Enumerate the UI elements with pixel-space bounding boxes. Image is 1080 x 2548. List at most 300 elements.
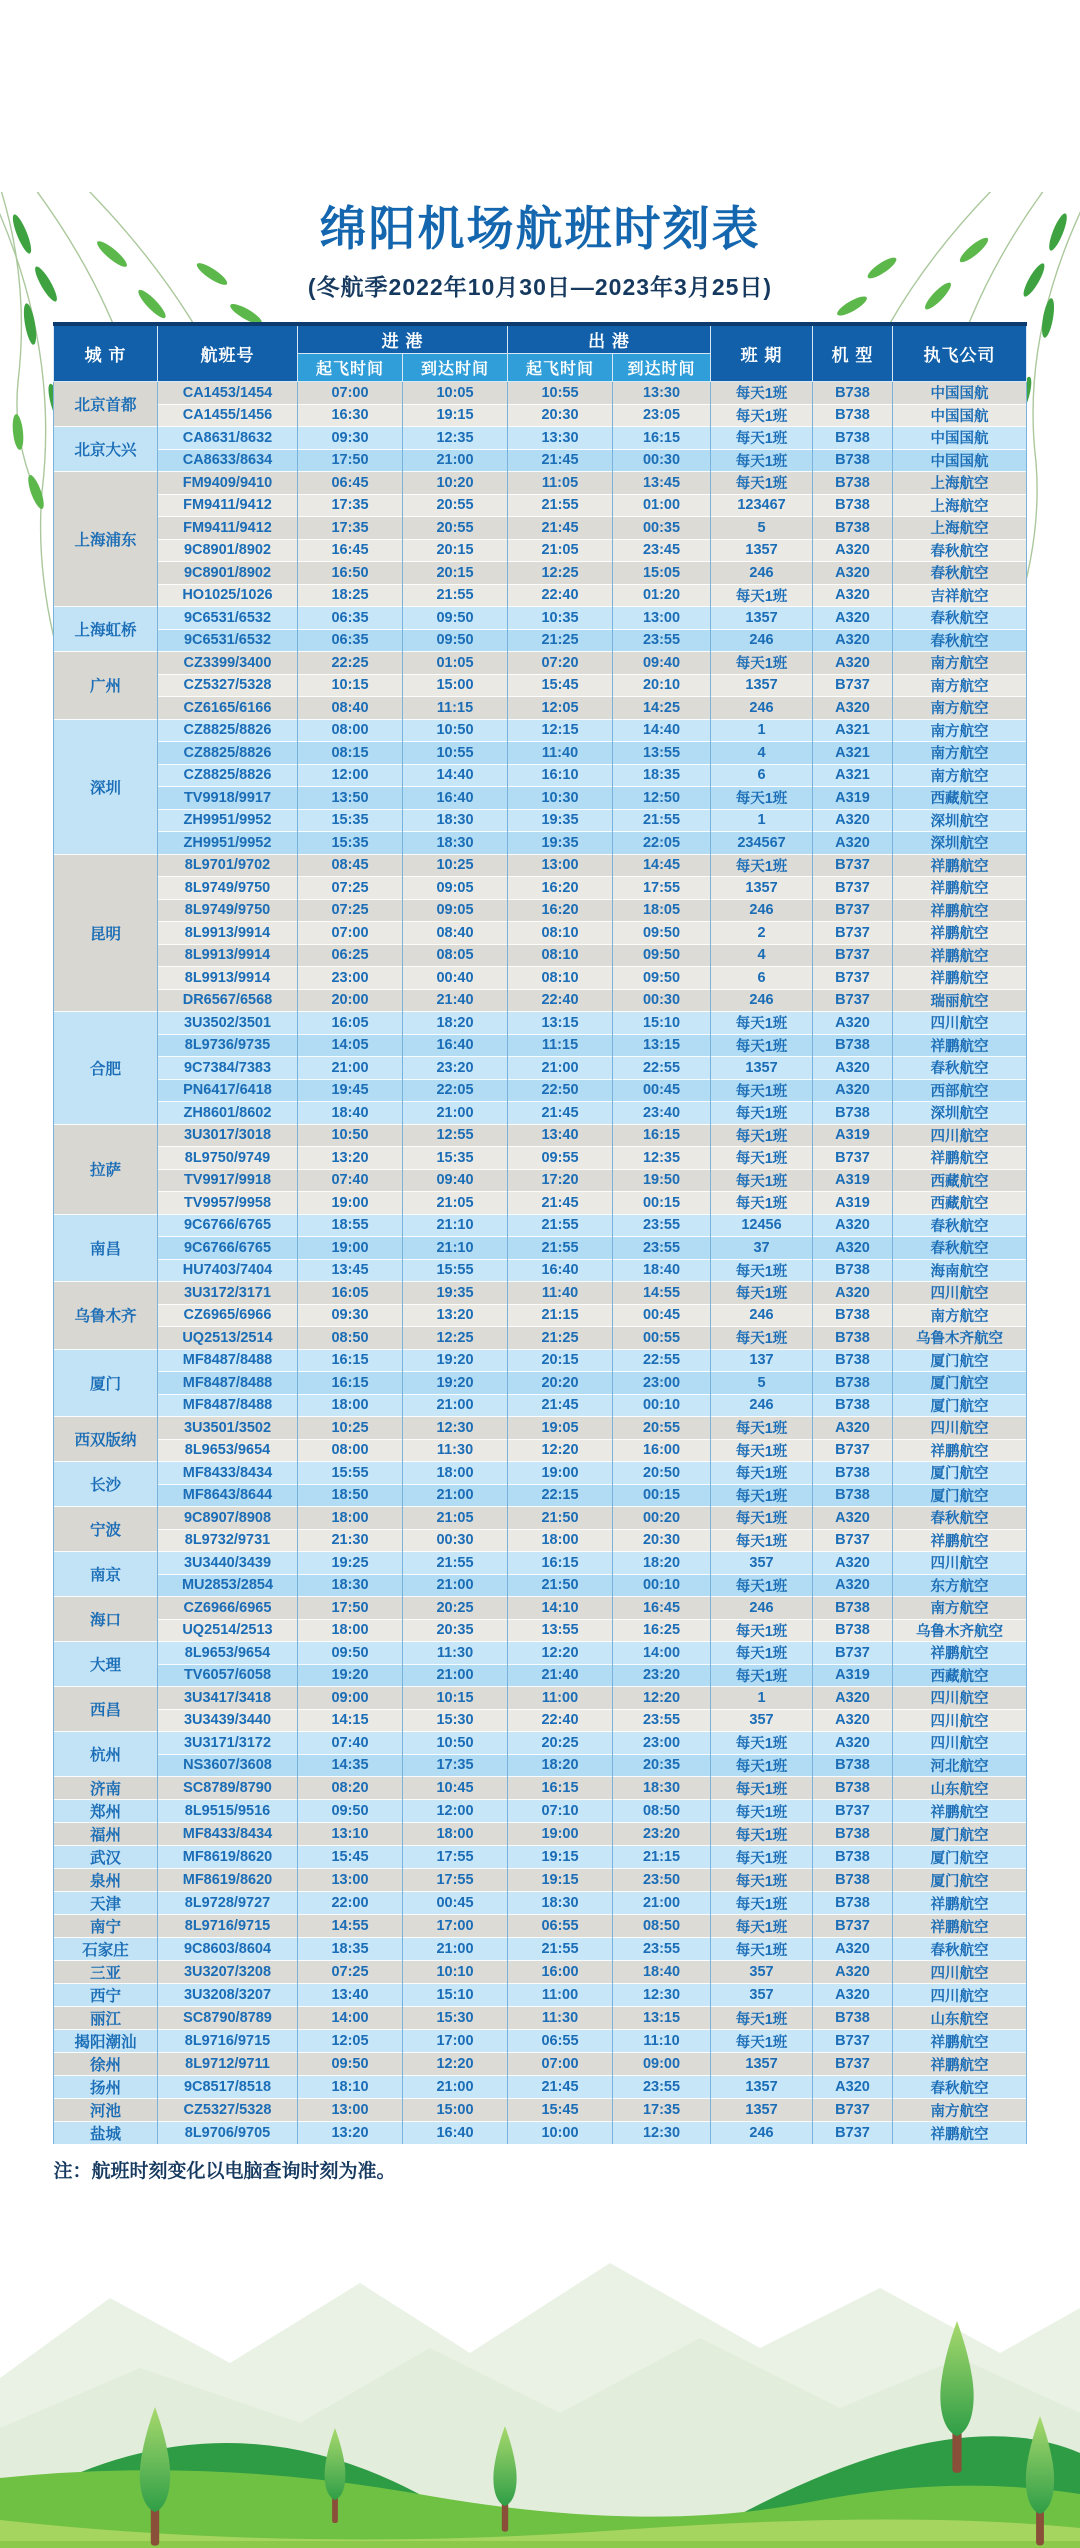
inbound-departure-time: 16:15 <box>297 1372 402 1395</box>
outbound-departure-time: 21:45 <box>508 1102 613 1125</box>
outbound-departure-time: 19:15 <box>508 1846 613 1869</box>
inbound-departure-time: 14:35 <box>297 1754 402 1777</box>
airline: 西藏航空 <box>893 1192 1027 1215</box>
aircraft-type: B737 <box>813 944 893 967</box>
inbound-departure-time: 19:00 <box>297 1237 402 1260</box>
outbound-arrival-time: 22:05 <box>613 832 711 855</box>
aircraft-type: B738 <box>813 1102 893 1125</box>
aircraft-type: B737 <box>813 1147 893 1170</box>
inbound-departure-time: 07:25 <box>297 1961 402 1984</box>
table-row <box>53 967 1026 990</box>
outbound-departure-time: 14:10 <box>508 1597 613 1620</box>
schedule-days: 每天1班 <box>711 1102 813 1125</box>
aircraft-type: B737 <box>813 1439 893 1462</box>
column-header-inbound: 进 港 <box>297 324 507 354</box>
table-row <box>53 1034 1026 1057</box>
table-row <box>53 1961 1026 1984</box>
schedule-days: 4 <box>711 742 813 765</box>
table-row <box>53 832 1026 855</box>
outbound-departure-time: 12:20 <box>508 1642 613 1665</box>
outbound-departure-time: 22:40 <box>508 584 613 607</box>
city-cell: 济南 <box>53 1777 157 1800</box>
outbound-departure-time: 21:55 <box>508 494 613 517</box>
airline: 祥鹏航空 <box>893 1800 1027 1823</box>
airline: 春秋航空 <box>893 607 1027 630</box>
table-row <box>53 742 1026 765</box>
aircraft-type: A320 <box>813 629 893 652</box>
flight-no: 9C8517/8518 <box>157 2076 297 2099</box>
aircraft-type: B737 <box>813 899 893 922</box>
aircraft-type: A320 <box>813 1574 893 1597</box>
flight-no: 3U3417/3418 <box>157 1687 297 1710</box>
inbound-departure-time: 15:35 <box>297 809 402 832</box>
outbound-departure-time: 12:25 <box>508 562 613 585</box>
aircraft-type: B738 <box>813 427 893 450</box>
outbound-arrival-time: 20:35 <box>613 1754 711 1777</box>
flight-no: 8L9913/9914 <box>157 967 297 990</box>
table-row <box>53 1169 1026 1192</box>
aircraft-type: B737 <box>813 2099 893 2122</box>
inbound-departure-time: 06:35 <box>297 607 402 630</box>
outbound-departure-time: 12:05 <box>508 697 613 720</box>
inbound-departure-time: 08:40 <box>297 697 402 720</box>
table-row <box>53 1800 1026 1823</box>
inbound-departure-time: 08:45 <box>297 854 402 877</box>
table-row <box>53 427 1026 450</box>
flight-no: ZH9951/9952 <box>157 809 297 832</box>
aircraft-type: B738 <box>813 517 893 540</box>
flight-no: ZH9951/9952 <box>157 832 297 855</box>
table-row <box>53 1552 1026 1575</box>
inbound-arrival-time: 16:40 <box>402 1034 507 1057</box>
inbound-departure-time: 12:00 <box>297 764 402 787</box>
city-cell: 天津 <box>53 1892 157 1915</box>
inbound-departure-time: 14:05 <box>297 1034 402 1057</box>
aircraft-type: B738 <box>813 2007 893 2030</box>
schedule-days: 1357 <box>711 607 813 630</box>
city-cell: 上海浦东 <box>53 472 157 607</box>
inbound-arrival-time: 21:10 <box>402 1237 507 1260</box>
inbound-arrival-time: 17:00 <box>402 1915 507 1938</box>
inbound-arrival-time: 21:00 <box>402 1938 507 1961</box>
table-row <box>53 944 1026 967</box>
outbound-arrival-time: 14:45 <box>613 854 711 877</box>
flight-no: TV9918/9917 <box>157 787 297 810</box>
aircraft-type: B737 <box>813 674 893 697</box>
schedule-days: 357 <box>711 1984 813 2007</box>
flight-no: 8L9736/9735 <box>157 1034 297 1057</box>
flight-no: MU2853/2854 <box>157 1574 297 1597</box>
outbound-departure-time: 11:40 <box>508 742 613 765</box>
outbound-departure-time: 15:45 <box>508 2099 613 2122</box>
inbound-arrival-time: 10:25 <box>402 854 507 877</box>
table-row <box>53 652 1026 675</box>
inbound-arrival-time: 21:05 <box>402 1192 507 1215</box>
city-cell: 深圳 <box>53 719 157 854</box>
inbound-departure-time: 13:45 <box>297 1259 402 1282</box>
inbound-departure-time: 21:00 <box>297 1057 402 1080</box>
inbound-departure-time: 18:00 <box>297 1619 402 1642</box>
flight-no: ZH8601/8602 <box>157 1102 297 1125</box>
table-row <box>53 899 1026 922</box>
outbound-arrival-time: 00:10 <box>613 1394 711 1417</box>
flight-no: 9C6531/6532 <box>157 607 297 630</box>
table-row <box>53 1619 1026 1642</box>
inbound-departure-time: 12:05 <box>297 2030 402 2053</box>
schedule-days: 6 <box>711 764 813 787</box>
flight-no: MF8643/8644 <box>157 1484 297 1507</box>
inbound-arrival-time: 08:40 <box>402 922 507 945</box>
city-cell: 三亚 <box>53 1961 157 1984</box>
airline: 春秋航空 <box>893 2076 1027 2099</box>
inbound-arrival-time: 17:35 <box>402 1754 507 1777</box>
inbound-arrival-time: 21:00 <box>402 449 507 472</box>
table-row <box>53 1079 1026 1102</box>
inbound-arrival-time: 15:30 <box>402 1709 507 1732</box>
schedule-days: 每天1班 <box>711 1259 813 1282</box>
airline: 祥鹏航空 <box>893 967 1027 990</box>
table-row <box>53 382 1026 405</box>
aircraft-type: A321 <box>813 719 893 742</box>
outbound-arrival-time: 16:45 <box>613 1597 711 1620</box>
airline: 南方航空 <box>893 697 1027 720</box>
outbound-arrival-time: 14:55 <box>613 1282 711 1305</box>
airline: 南方航空 <box>893 2099 1027 2122</box>
column-header-outbound-departure: 起飞时间 <box>508 354 613 382</box>
flight-no: MF8487/8488 <box>157 1394 297 1417</box>
inbound-arrival-time: 09:40 <box>402 1169 507 1192</box>
flight-no: 3U3501/3502 <box>157 1417 297 1440</box>
airline: 中国国航 <box>893 382 1027 405</box>
table-row <box>53 472 1026 495</box>
schedule-days: 每天1班 <box>711 404 813 427</box>
schedule-days: 每天1班 <box>711 1823 813 1846</box>
airline: 中国国航 <box>893 449 1027 472</box>
schedule-days: 每天1班 <box>711 1642 813 1665</box>
outbound-arrival-time: 23:55 <box>613 1237 711 1260</box>
inbound-arrival-time: 19:20 <box>402 1349 507 1372</box>
table-row <box>53 1642 1026 1665</box>
schedule-days: 每天1班 <box>711 1846 813 1869</box>
airline: 南方航空 <box>893 764 1027 787</box>
inbound-arrival-time: 15:00 <box>402 674 507 697</box>
aircraft-type: B738 <box>813 1777 893 1800</box>
flight-no: 9C8901/8902 <box>157 539 297 562</box>
inbound-departure-time: 17:35 <box>297 494 402 517</box>
aircraft-type: A320 <box>813 1938 893 1961</box>
inbound-arrival-time: 11:30 <box>402 1642 507 1665</box>
outbound-departure-time: 08:10 <box>508 922 613 945</box>
schedule-days: 123467 <box>711 494 813 517</box>
outbound-arrival-time: 16:00 <box>613 1439 711 1462</box>
aircraft-type: B738 <box>813 1597 893 1620</box>
flight-no: CZ8825/8826 <box>157 764 297 787</box>
aircraft-type: B738 <box>813 1846 893 1869</box>
inbound-arrival-time: 17:55 <box>402 1846 507 1869</box>
table-row <box>53 517 1026 540</box>
flight-no: CZ6165/6166 <box>157 697 297 720</box>
table-row <box>53 2076 1026 2099</box>
table-row <box>53 1147 1026 1170</box>
outbound-departure-time: 13:55 <box>508 1619 613 1642</box>
outbound-departure-time: 12:15 <box>508 719 613 742</box>
flight-no: 3U3017/3018 <box>157 1124 297 1147</box>
outbound-departure-time: 16:20 <box>508 877 613 900</box>
aircraft-type: B738 <box>813 1327 893 1350</box>
flight-no: MF8433/8434 <box>157 1462 297 1485</box>
schedule-days: 246 <box>711 629 813 652</box>
aircraft-type: A320 <box>813 1709 893 1732</box>
table-row <box>53 1846 1026 1869</box>
outbound-departure-time: 21:45 <box>508 449 613 472</box>
table-row <box>53 494 1026 517</box>
outbound-departure-time: 18:00 <box>508 1529 613 1552</box>
outbound-departure-time: 16:20 <box>508 899 613 922</box>
airline: 乌鲁木齐航空 <box>893 1327 1027 1350</box>
schedule-days: 每天1班 <box>711 1012 813 1035</box>
inbound-departure-time: 19:45 <box>297 1079 402 1102</box>
schedule-days: 每天1班 <box>711 427 813 450</box>
inbound-departure-time: 18:35 <box>297 1938 402 1961</box>
inbound-arrival-time: 18:20 <box>402 1012 507 1035</box>
schedule-days: 246 <box>711 989 813 1012</box>
outbound-arrival-time: 08:50 <box>613 1800 711 1823</box>
city-cell: 大理 <box>53 1642 157 1687</box>
outbound-arrival-time: 16:25 <box>613 1619 711 1642</box>
table-row <box>53 1214 1026 1237</box>
table-row <box>53 697 1026 720</box>
city-cell: 泉州 <box>53 1869 157 1892</box>
table-row <box>53 1439 1026 1462</box>
table-row <box>53 1732 1026 1755</box>
outbound-arrival-time: 23:55 <box>613 629 711 652</box>
column-header-inbound-departure: 起飞时间 <box>297 354 402 382</box>
flight-no: MF8487/8488 <box>157 1349 297 1372</box>
schedule-days: 每天1班 <box>711 1800 813 1823</box>
inbound-arrival-time: 09:05 <box>402 877 507 900</box>
schedule-days: 1357 <box>711 877 813 900</box>
outbound-departure-time: 10:55 <box>508 382 613 405</box>
inbound-arrival-time: 18:30 <box>402 832 507 855</box>
outbound-departure-time: 09:55 <box>508 1147 613 1170</box>
flight-no: 8L9706/9705 <box>157 2122 297 2145</box>
aircraft-type: B738 <box>813 1259 893 1282</box>
aircraft-type: B737 <box>813 1915 893 1938</box>
outbound-departure-time: 21:00 <box>508 1057 613 1080</box>
city-cell: 上海虹桥 <box>53 607 157 652</box>
table-row <box>53 539 1026 562</box>
outbound-departure-time: 07:00 <box>508 2053 613 2076</box>
inbound-departure-time: 09:50 <box>297 1642 402 1665</box>
airline: 春秋航空 <box>893 539 1027 562</box>
city-cell: 长沙 <box>53 1462 157 1507</box>
hills-landscape-decoration <box>0 2228 1080 2548</box>
outbound-arrival-time: 18:40 <box>613 1259 711 1282</box>
inbound-arrival-time: 19:20 <box>402 1372 507 1395</box>
flight-no: CZ5327/5328 <box>157 2099 297 2122</box>
inbound-departure-time: 17:50 <box>297 449 402 472</box>
inbound-arrival-time: 15:55 <box>402 1259 507 1282</box>
outbound-departure-time: 21:45 <box>508 2076 613 2099</box>
schedule-days: 246 <box>711 562 813 585</box>
table-row <box>53 2122 1026 2145</box>
schedule-days: 每天1班 <box>711 382 813 405</box>
outbound-arrival-time: 20:30 <box>613 1529 711 1552</box>
airline: 上海航空 <box>893 494 1027 517</box>
schedule-days: 每天1班 <box>711 1507 813 1530</box>
inbound-departure-time: 08:20 <box>297 1777 402 1800</box>
inbound-departure-time: 09:50 <box>297 1800 402 1823</box>
inbound-arrival-time: 15:35 <box>402 1147 507 1170</box>
inbound-departure-time: 08:00 <box>297 1439 402 1462</box>
airline: 四川航空 <box>893 1984 1027 2007</box>
aircraft-type: A320 <box>813 1417 893 1440</box>
inbound-arrival-time: 15:30 <box>402 2007 507 2030</box>
airline: 南方航空 <box>893 652 1027 675</box>
schedule-days: 每天1班 <box>711 652 813 675</box>
outbound-arrival-time: 23:20 <box>613 1664 711 1687</box>
aircraft-type: B737 <box>813 1642 893 1665</box>
flight-no: 8L9716/9715 <box>157 2030 297 2053</box>
inbound-departure-time: 13:00 <box>297 1869 402 1892</box>
outbound-arrival-time: 23:00 <box>613 1732 711 1755</box>
outbound-departure-time: 07:20 <box>508 652 613 675</box>
column-header-aircraft: 机 型 <box>813 324 893 382</box>
outbound-departure-time: 22:40 <box>508 1709 613 1732</box>
table-row <box>53 607 1026 630</box>
outbound-arrival-time: 18:40 <box>613 1961 711 1984</box>
aircraft-type: B738 <box>813 472 893 495</box>
airline: 河北航空 <box>893 1754 1027 1777</box>
inbound-departure-time: 08:00 <box>297 719 402 742</box>
flight-no: CZ3399/3400 <box>157 652 297 675</box>
outbound-arrival-time: 18:20 <box>613 1552 711 1575</box>
table-row <box>53 922 1026 945</box>
flight-no: 9C8603/8604 <box>157 1938 297 1961</box>
outbound-arrival-time: 18:35 <box>613 764 711 787</box>
outbound-arrival-time: 23:05 <box>613 404 711 427</box>
inbound-departure-time: 13:50 <box>297 787 402 810</box>
inbound-departure-time: 16:30 <box>297 404 402 427</box>
airline: 中国国航 <box>893 427 1027 450</box>
table-row <box>53 1869 1026 1892</box>
city-cell: 扬州 <box>53 2076 157 2099</box>
outbound-departure-time: 10:00 <box>508 2122 613 2145</box>
inbound-arrival-time: 21:00 <box>402 2076 507 2099</box>
schedule-days: 每天1班 <box>711 2007 813 2030</box>
outbound-departure-time: 21:45 <box>508 517 613 540</box>
table-row <box>53 719 1026 742</box>
schedule-days: 357 <box>711 1961 813 1984</box>
table-row <box>53 1237 1026 1260</box>
schedule-days: 246 <box>711 1304 813 1327</box>
table-row <box>53 1574 1026 1597</box>
flight-no: SC8790/8789 <box>157 2007 297 2030</box>
inbound-arrival-time: 12:55 <box>402 1124 507 1147</box>
airline: 祥鹏航空 <box>893 2122 1027 2145</box>
airline: 瑞丽航空 <box>893 989 1027 1012</box>
schedule-days: 234567 <box>711 832 813 855</box>
schedule-days: 1 <box>711 1687 813 1710</box>
city-cell: 拉萨 <box>53 1124 157 1214</box>
inbound-arrival-time: 21:55 <box>402 584 507 607</box>
aircraft-type: B737 <box>813 989 893 1012</box>
city-cell: 宁波 <box>53 1507 157 1552</box>
outbound-arrival-time: 19:50 <box>613 1169 711 1192</box>
schedule-days: 每天1班 <box>711 1462 813 1485</box>
inbound-arrival-time: 10:10 <box>402 1961 507 1984</box>
flight-no: MF8619/8620 <box>157 1846 297 1869</box>
inbound-departure-time: 13:10 <box>297 1823 402 1846</box>
city-cell: 厦门 <box>53 1349 157 1417</box>
outbound-departure-time: 21:45 <box>508 1394 613 1417</box>
city-cell: 武汉 <box>53 1846 157 1869</box>
flight-no: 9C7384/7383 <box>157 1057 297 1080</box>
outbound-arrival-time: 14:25 <box>613 697 711 720</box>
airline: 春秋航空 <box>893 1507 1027 1530</box>
schedule-days: 5 <box>711 1372 813 1395</box>
outbound-departure-time: 10:30 <box>508 787 613 810</box>
outbound-arrival-time: 13:15 <box>613 1034 711 1057</box>
table-row <box>53 1507 1026 1530</box>
table-row <box>53 1349 1026 1372</box>
airline: 中国国航 <box>893 404 1027 427</box>
inbound-departure-time: 15:45 <box>297 1846 402 1869</box>
aircraft-type: B737 <box>813 2053 893 2076</box>
schedule-days: 每天1班 <box>711 1417 813 1440</box>
schedule-days: 每天1班 <box>711 1574 813 1597</box>
airline: 厦门航空 <box>893 1869 1027 1892</box>
aircraft-type: A320 <box>813 1552 893 1575</box>
flight-no: CA1453/1454 <box>157 382 297 405</box>
outbound-departure-time: 16:15 <box>508 1777 613 1800</box>
table-row <box>53 1192 1026 1215</box>
inbound-arrival-time: 15:10 <box>402 1984 507 2007</box>
airline: 厦门航空 <box>893 1484 1027 1507</box>
aircraft-type: A320 <box>813 1214 893 1237</box>
outbound-departure-time: 18:30 <box>508 1892 613 1915</box>
outbound-arrival-time: 12:35 <box>613 1147 711 1170</box>
aircraft-type: A320 <box>813 607 893 630</box>
airline: 四川航空 <box>893 1732 1027 1755</box>
schedule-days: 4 <box>711 944 813 967</box>
inbound-arrival-time: 16:40 <box>402 2122 507 2145</box>
inbound-departure-time: 13:20 <box>297 2122 402 2145</box>
inbound-arrival-time: 10:50 <box>402 719 507 742</box>
table-row <box>53 2053 1026 2076</box>
outbound-departure-time: 18:20 <box>508 1754 613 1777</box>
aircraft-type: A319 <box>813 1192 893 1215</box>
outbound-departure-time: 11:30 <box>508 2007 613 2030</box>
schedule-days: 每天1班 <box>711 1034 813 1057</box>
aircraft-type: A320 <box>813 1282 893 1305</box>
outbound-departure-time: 21:15 <box>508 1304 613 1327</box>
table-row <box>53 1282 1026 1305</box>
inbound-departure-time: 07:00 <box>297 382 402 405</box>
airline: 祥鹏航空 <box>893 854 1027 877</box>
inbound-arrival-time: 10:55 <box>402 742 507 765</box>
city-cell: 广州 <box>53 652 157 720</box>
flight-no: TV6057/6058 <box>157 1664 297 1687</box>
inbound-arrival-time: 22:05 <box>402 1079 507 1102</box>
inbound-arrival-time: 19:35 <box>402 1282 507 1305</box>
outbound-arrival-time: 11:10 <box>613 2030 711 2053</box>
city-cell: 北京首都 <box>53 382 157 427</box>
table-row <box>53 2099 1026 2122</box>
airline: 深圳航空 <box>893 1102 1027 1125</box>
column-header-flight: 航班号 <box>157 324 297 382</box>
outbound-arrival-time: 17:35 <box>613 2099 711 2122</box>
